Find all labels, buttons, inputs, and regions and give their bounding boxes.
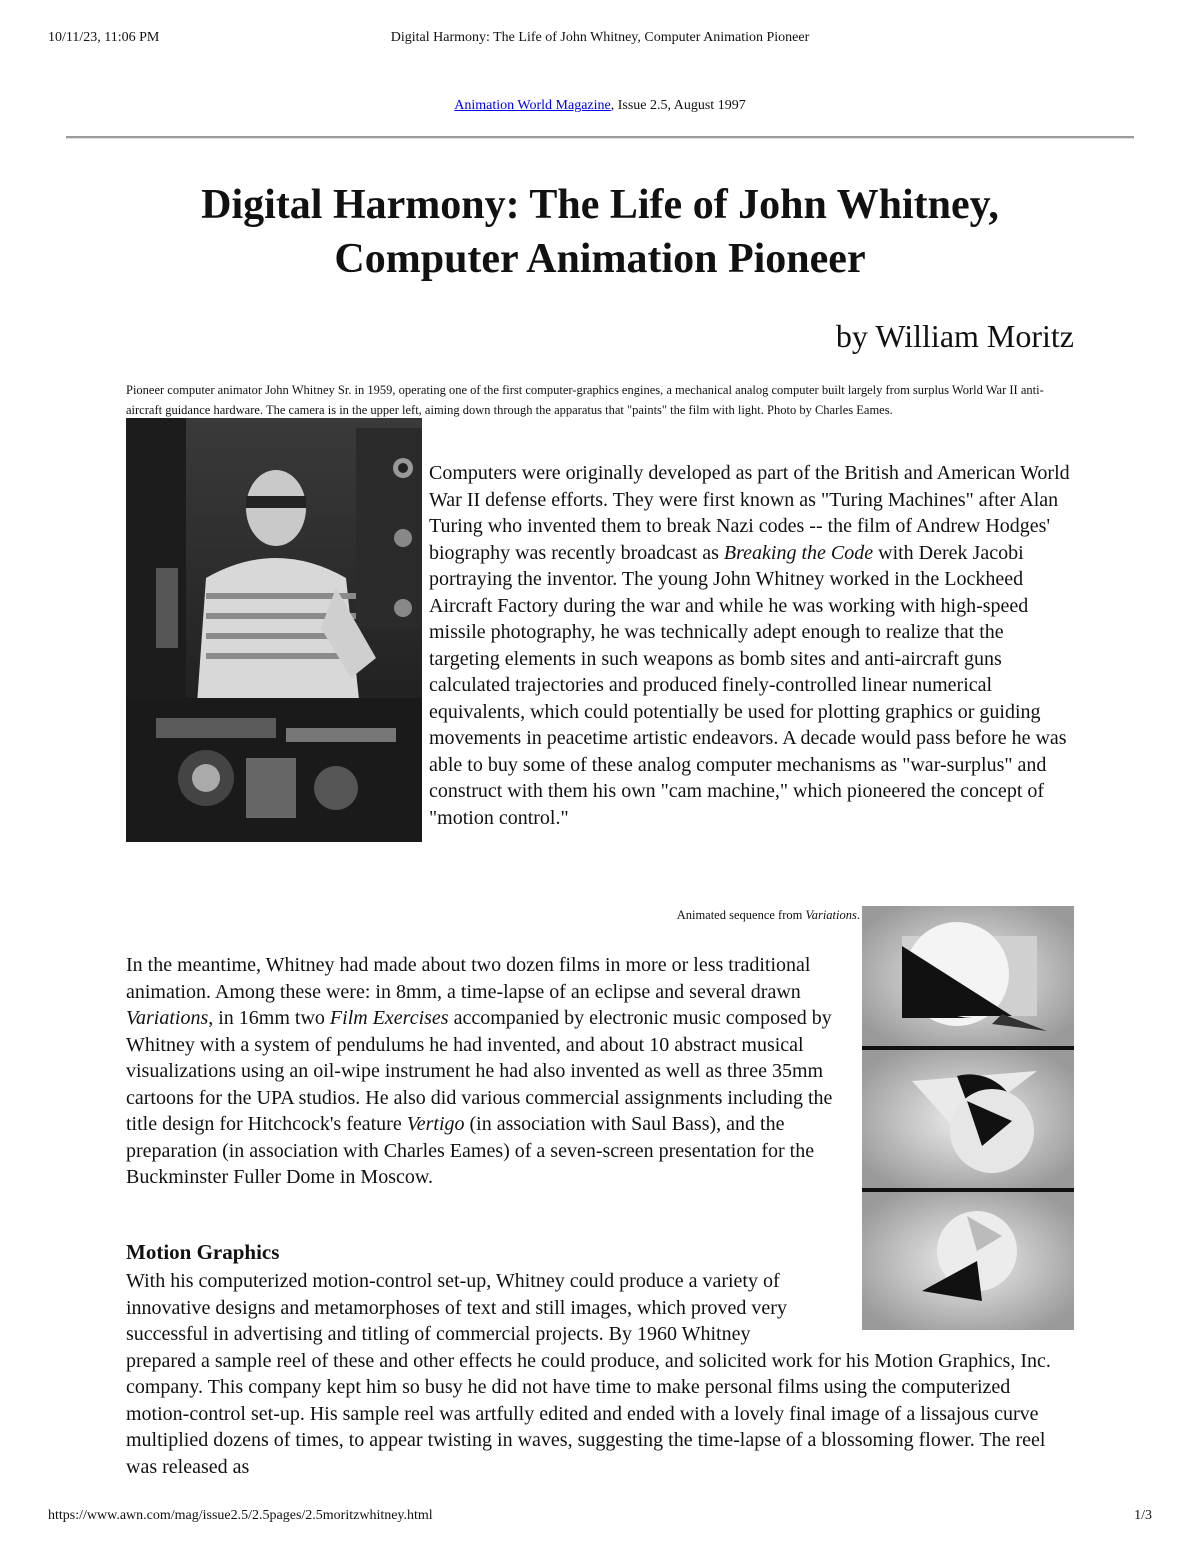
- print-doc-title: Digital Harmony: The Life of John Whitney, Computer Animation Pioneer: [390, 30, 810, 45]
- horizontal-rule: [66, 136, 1134, 139]
- p3-text: With his computerized motion-control set-up, Whitney could produce a variety of innovative designs and metamorphoses of text and still images, which proved very successful in advertising and titling of commercial projects. By 1960 Whitney prepared a sample reel of these and other effects he could produce, and solicited work for his Motion Graphics, Inc. company. This company kept him so busy he did not have time to make personal films using the computerized motion-control set-up. His sample reel was artfully edited and ended with a lovely final image of a lissajous curve multiplied dozens of times, to appear twisting in waves, suggesting the time-lapse of a blossoming flower. The reel was released as: [126, 1270, 1051, 1478]
- photo-caption: Pioneer computer animator John Whitney Sr. in 1959, operating one of the first computer-graphics engines, a mechanical analog computer built largely from surplus World War II anti-aircraft guidance hardware. The camera is in the upper left, aiming down through the apparatus that "paints" the film with light. Photo by Charles Eames.: [126, 383, 1044, 417]
- print-url: https://www.awn.com/mag/issue2.5/2.5pages/2.5moritzwhitney.html: [48, 1508, 433, 1523]
- title-line-1: Digital Harmony: The Life of John Whitney,: [201, 182, 999, 228]
- p2-text-d: (in association with Saul Bass), and the preparation (in association with Charles Eames) of a seven-screen presentation for the Buckminster Fuller Dome in Moscow.: [126, 1113, 815, 1188]
- page-number: 1/3: [1134, 1508, 1152, 1523]
- section-heading-motion-graphics: Motion Graphics: [126, 1240, 280, 1264]
- p2-film-variations: Variations: [126, 1007, 209, 1029]
- print-header: [48, 30, 1152, 50]
- caption2-text: Animated sequence from: [676, 908, 806, 922]
- print-footer: [48, 1508, 1152, 1528]
- paragraph-1: [126, 460, 1076, 855]
- p1-film-title: Breaking the Code: [723, 541, 874, 564]
- p2-film-exercises: Film Exercises: [329, 1007, 449, 1029]
- p1-text-a: Computers were originally developed as part of the British and American World War II defense efforts. They were first known as "Turing Machines" after Alan Turing who invented them to break Nazi codes -- the film of Andrew Hodges' biography was recently broadcast as: [429, 462, 1070, 564]
- title-line-2: Computer Animation Pioneer: [334, 236, 866, 282]
- caption2-film-title: Variations: [805, 908, 857, 922]
- p1-text-b: with Derek Jacobi portraying the inventor. The young John Whitney worked in the Lockheed Aircraft Factory during the war and while he was working with high-speed missile photography, he was technically adept enough to realize that the targeting elements in such weapons as bomb sites and anti-aircraft guns calculated trajectories and produced finely-controlled linear numerical equivalents, which could potentially be used for plotting graphics or guiding movements in peacetime artistic endeavors. A decade would pass before he was able to buy some of these analog computer mechanisms as "war-surplus" and construct with them his own "cam machine," which pioneered the concept of "motion control.": [429, 541, 1067, 829]
- paragraph-3: [126, 1268, 1076, 1480]
- byline: by William Moritz: [835, 318, 1074, 354]
- variations-caption: [677, 908, 860, 923]
- variations-frames: [862, 906, 1074, 1330]
- variations-sequence-image: [862, 906, 1074, 1330]
- caption2-end: .: [856, 908, 860, 922]
- paragraph-2: [126, 952, 862, 1191]
- issue-line: [0, 98, 1200, 114]
- p2-text-c: accompanied by electronic music composed by Whitney with a system of pendulums he had invented, and about 10 abstract musical visualizations using an oil-wipe instrument he had also invented as well as three 35mm cartoons for the UPA studios. He also did various commercial assignments including the title design for Hitchcock's feature: [126, 1007, 833, 1135]
- p2-film-vertigo: Vertigo: [406, 1113, 465, 1135]
- magazine-link[interactable]: Animation World Magazine: [454, 98, 611, 113]
- p2-text-a: In the meantime, Whitney had made about two dozen films in more or less traditional animation. Among these were: in 8mm, a time-lapse of an eclipse and several drawn: [126, 954, 811, 1003]
- issue-info: , Issue 2.5, August 1997: [610, 98, 746, 113]
- p2-text-b: , in 16mm two: [208, 1007, 330, 1029]
- article-title: [100, 178, 1100, 286]
- print-date: 10/11/23, 11:06 PM: [48, 30, 160, 45]
